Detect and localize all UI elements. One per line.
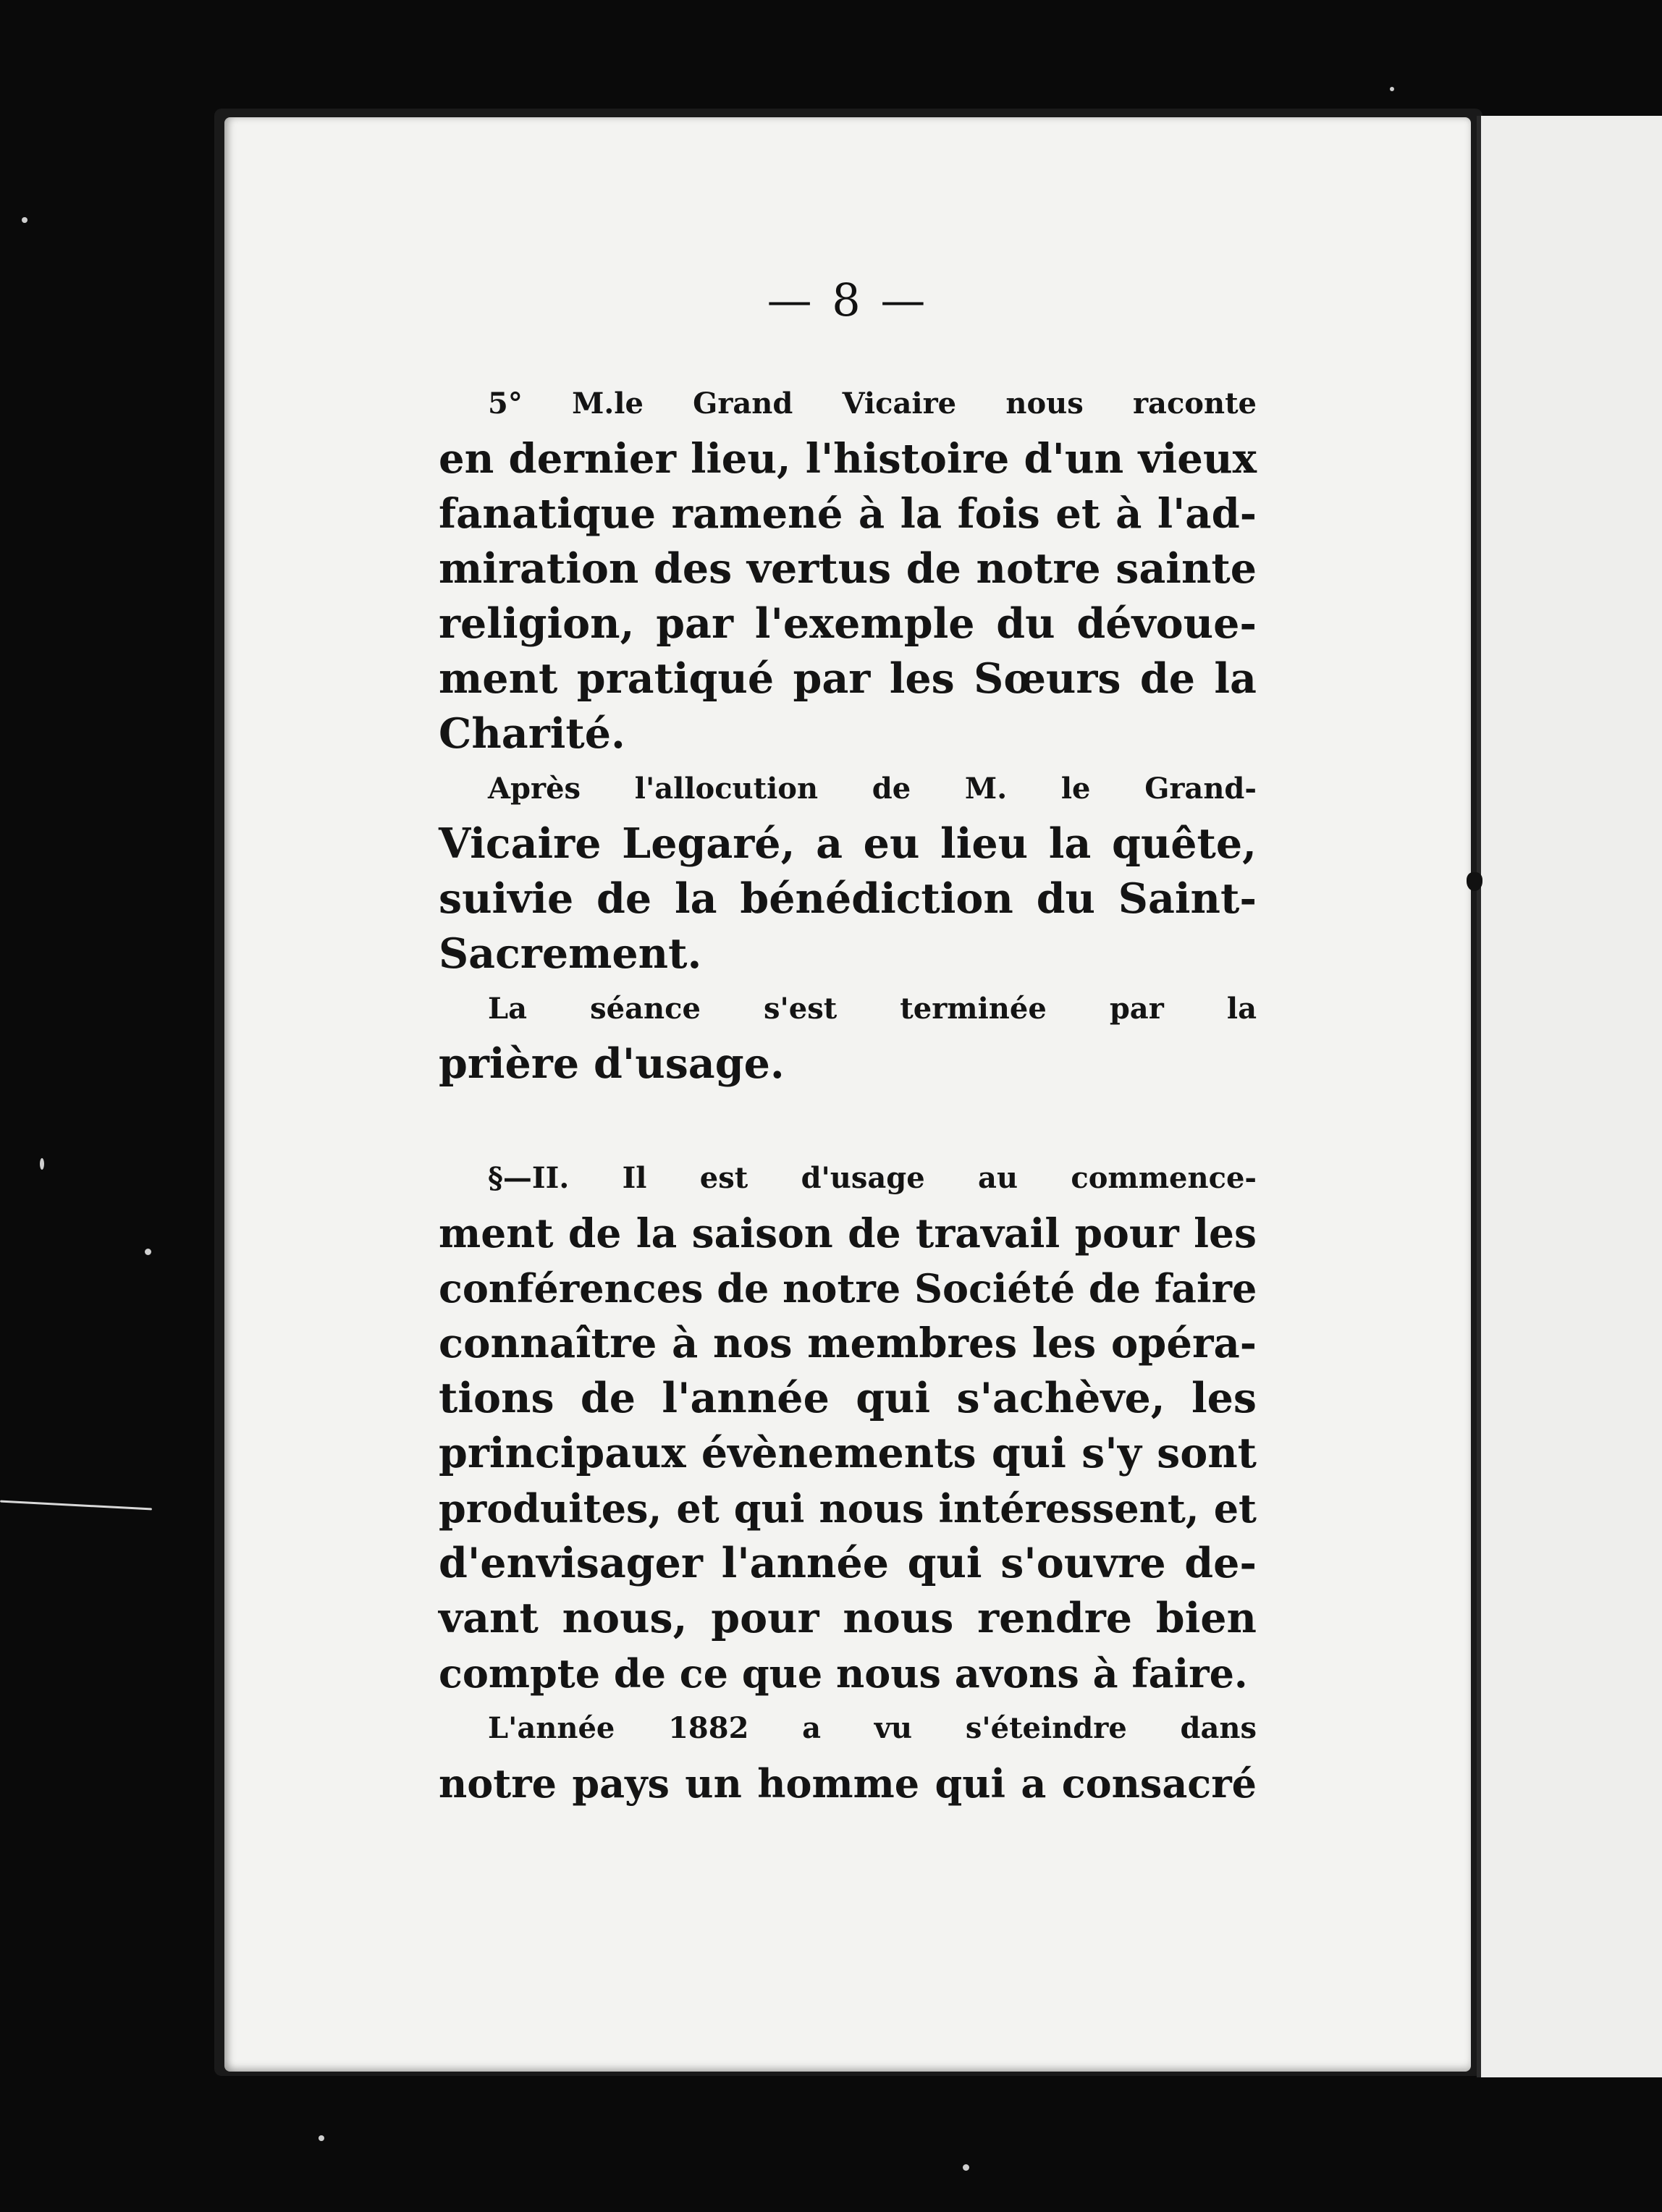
text-line: La séance s'est terminée par la xyxy=(488,992,1257,1026)
scan-speck xyxy=(145,1249,151,1255)
text-line: Vicaire Legaré, a eu lieu la quête, xyxy=(439,819,1257,868)
binding-clip-mark xyxy=(1467,872,1482,891)
adjacent-page-edge xyxy=(1477,116,1662,2077)
text-line: religion, par l'exemple du dévoue- xyxy=(439,599,1257,648)
text-line: tions de l'année qui s'achève, les xyxy=(439,1374,1257,1422)
text-line: ment de la saison de travail pour les xyxy=(439,1210,1257,1257)
scan-speck xyxy=(1390,87,1394,91)
text-line: vant nous, pour nous rendre bien xyxy=(439,1594,1257,1642)
text-line: L'année 1882 a vu s'éteindre dans xyxy=(488,1711,1257,1745)
text-line: Après l'allocution de M. le Grand- xyxy=(488,772,1257,806)
text-line: conférences de notre Société de faire xyxy=(439,1265,1257,1312)
text-line: prière d'usage. xyxy=(439,1039,785,1088)
text-line: §—II. Il est d'usage au commence- xyxy=(488,1161,1257,1195)
paragraph-gap xyxy=(439,1092,1257,1151)
scan-speck xyxy=(319,2135,324,2141)
page-number: — 8 — xyxy=(767,274,929,326)
paragraph-year-1882 xyxy=(439,1701,1257,1811)
scan-scratch xyxy=(0,1500,152,1511)
text-line: ment pratiqué par les Sœurs de la xyxy=(439,654,1257,703)
paragraph-section-two xyxy=(439,1151,1257,1701)
scan-speck xyxy=(40,1158,44,1170)
text-line: suivie de la bénédiction du Saint- xyxy=(439,874,1257,923)
text-line: Charité. xyxy=(439,709,625,758)
text-line: notre pays un homme qui a consacré xyxy=(439,1760,1257,1807)
paragraph-allocution xyxy=(439,761,1257,982)
text-line: connaître à nos membres les opéra- xyxy=(439,1320,1257,1367)
text-line: 5° M.le Grand Vicaire nous raconte xyxy=(488,387,1257,421)
text-line: compte de ce que nous avons à faire. xyxy=(439,1650,1248,1697)
paragraph-fifth-point xyxy=(439,376,1257,761)
text-line: miration des vertus de notre sainte xyxy=(439,544,1257,593)
scan-speck xyxy=(22,217,28,223)
text-line: en dernier lieu, l'histoire d'un vieux xyxy=(439,435,1257,483)
text-line: fanatique ramené à la fois et à l'ad- xyxy=(439,490,1257,538)
text-line: principaux évènements qui s'y sont xyxy=(439,1429,1257,1477)
text-line: Sacrement. xyxy=(439,929,702,978)
page-body-text xyxy=(439,376,1257,1811)
scan-speck xyxy=(963,2164,969,2171)
text-line: produites, et qui nous intéressent, et xyxy=(439,1485,1257,1532)
paragraph-seance xyxy=(439,982,1257,1092)
text-line: d'envisager l'année qui s'ouvre de- xyxy=(439,1539,1257,1587)
